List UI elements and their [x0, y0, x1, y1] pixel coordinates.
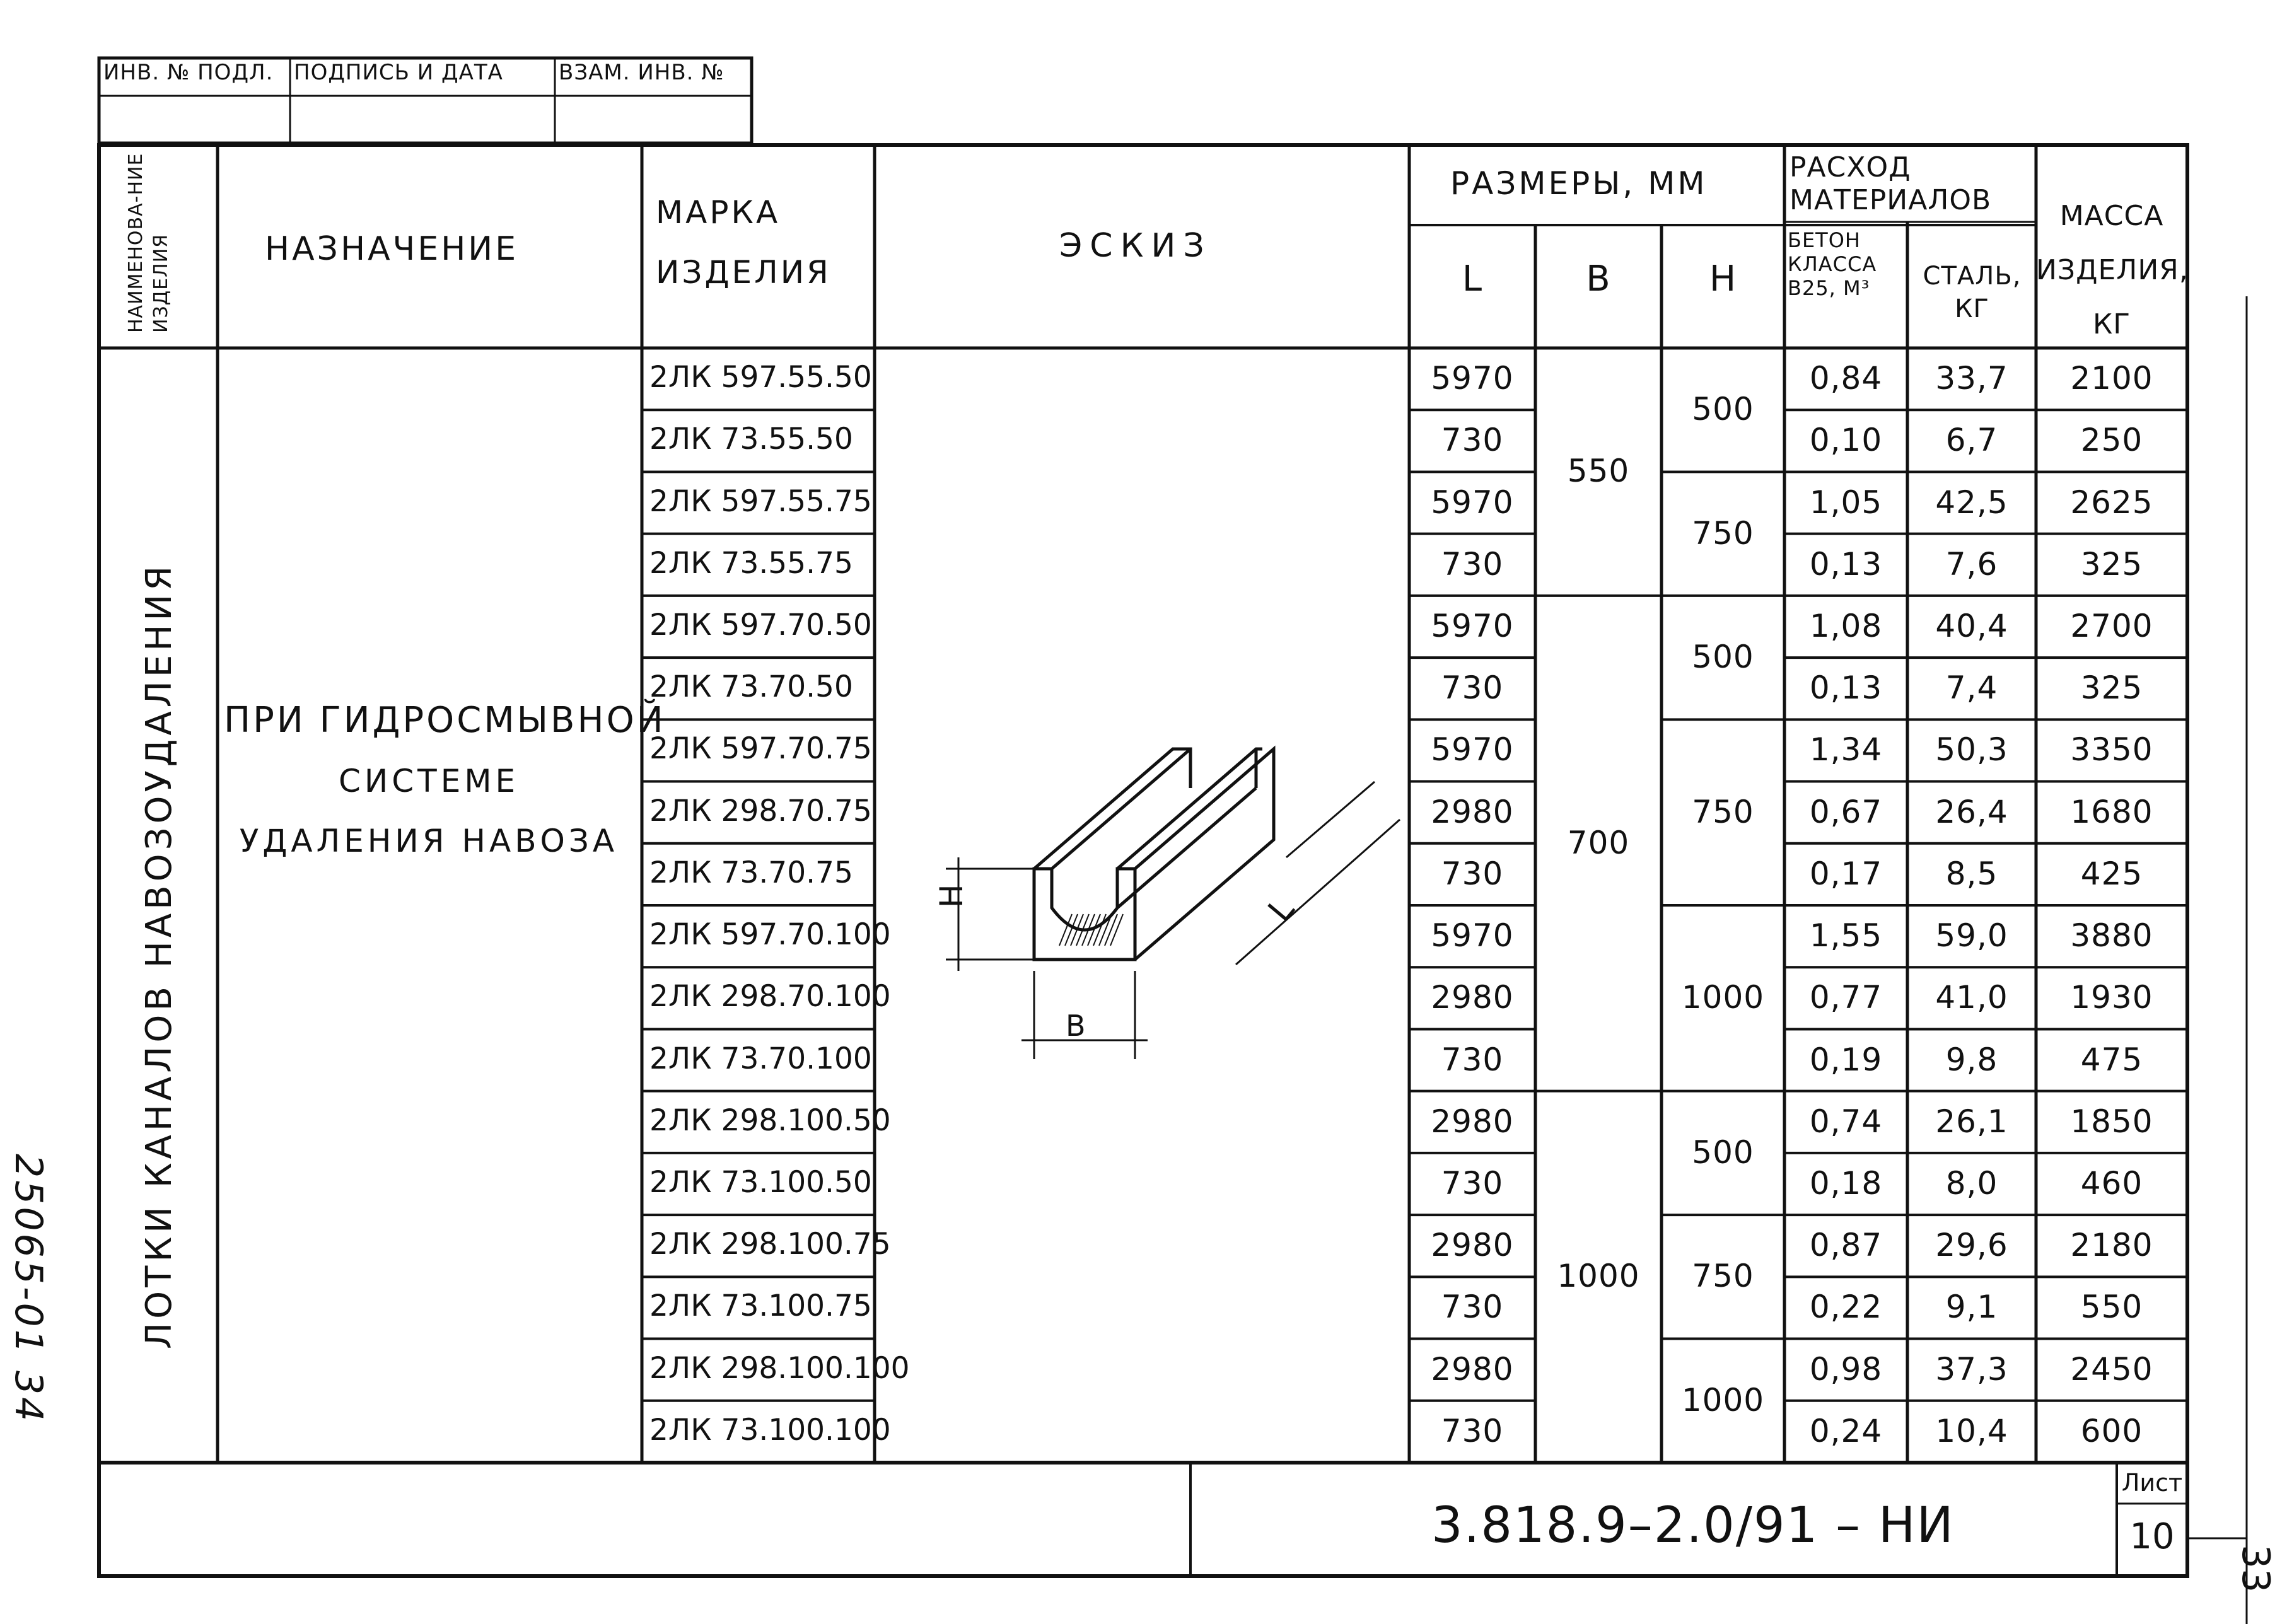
steel-cell: 8,5: [1945, 855, 1998, 892]
mark-cell: 2ЛК 73.70.75: [649, 855, 853, 890]
header-product-name: НАИМЕНОВА-НИЕ ИЗДЕЛИЯ: [125, 153, 172, 333]
mass-cell: 2100: [2070, 360, 2153, 397]
steel-cell: 50,3: [1935, 731, 2008, 768]
purpose-line-3: УДАЛЕНИЯ НАВОЗА: [239, 823, 619, 859]
steel-cell: 26,4: [1935, 793, 2008, 830]
steel-cell: 9,1: [1945, 1289, 1998, 1326]
l-cell: 2980: [1431, 1227, 1514, 1264]
h-value: 500: [1692, 639, 1754, 676]
header-concrete: БЕТОН КЛАССА B25, М³: [1788, 228, 1877, 300]
concrete-cell: 0,84: [1809, 360, 1883, 397]
mass-cell: 250: [2080, 422, 2143, 459]
mark-cell: 2ЛК 73.100.100: [649, 1412, 891, 1447]
mark-cell: 2ЛК 298.100.75: [649, 1227, 891, 1262]
concrete-cell: 0,77: [1809, 979, 1883, 1016]
h-value: 750: [1692, 514, 1754, 552]
header-mark: МАРКА ИЗДЕЛИЯ: [656, 194, 831, 291]
steel-cell: 41,0: [1935, 979, 2008, 1016]
mass-cell: 2180: [2070, 1227, 2153, 1264]
mark-cell: 2ЛК 73.100.50: [649, 1165, 872, 1200]
mass-cell: 1930: [2070, 979, 2153, 1016]
mark-cell: 2ЛК 597.55.50: [649, 360, 872, 395]
mark-cell: 2ЛК 298.100.100: [649, 1350, 910, 1386]
header-H: H: [1709, 258, 1737, 299]
header-mass: МАССА ИЗДЕЛИЯ, КГ: [2036, 200, 2189, 340]
l-cell: 730: [1441, 422, 1504, 459]
steel-cell: 59,0: [1935, 917, 2008, 954]
product-name: ЛОТКИ КАНАЛОВ НАВОЗОУДАЛЕНИЯ: [139, 562, 180, 1349]
mass-cell: 1680: [2070, 793, 2153, 830]
concrete-cell: 0,10: [1809, 422, 1883, 459]
sketch-label-h: H: [933, 884, 970, 908]
margin-left-number: 25065-01 34: [6, 1154, 50, 1424]
mass-cell: 425: [2080, 855, 2143, 892]
steel-cell: 8,0: [1945, 1165, 1998, 1202]
purpose-line-1: ПРИ ГИДРОСМЫВНОЙ: [224, 700, 666, 741]
l-cell: 730: [1441, 1041, 1504, 1078]
concrete-cell: 0,13: [1809, 670, 1883, 707]
mark-cell: 2ЛК 73.70.100: [649, 1041, 872, 1076]
h-value: 500: [1692, 391, 1754, 428]
document-code: 3.818.9–2.0/91 – НИ: [1431, 1497, 1955, 1554]
mark-cell: 2ЛК 298.100.50: [649, 1103, 891, 1138]
mark-cell: 2ЛК 597.55.75: [649, 484, 872, 519]
concrete-cell: 1,55: [1809, 917, 1883, 954]
mark-cell: 2ЛК 298.70.75: [649, 793, 872, 828]
steel-cell: 7,6: [1945, 545, 1998, 583]
steel-cell: 9,8: [1945, 1041, 1998, 1078]
l-cell: 5970: [1431, 484, 1514, 521]
steel-cell: 6,7: [1945, 422, 1998, 459]
l-cell: 730: [1441, 1412, 1504, 1449]
header-L: L: [1462, 258, 1483, 299]
concrete-cell: 0,22: [1809, 1289, 1883, 1326]
concrete-cell: 0,18: [1809, 1165, 1883, 1202]
header-dimensions: РАЗМЕРЫ, ММ: [1450, 165, 1708, 202]
steel-cell: 26,1: [1935, 1103, 2008, 1140]
h-value: 1000: [1681, 979, 1765, 1016]
b-value: 1000: [1557, 1258, 1640, 1295]
stamp-vzam-inv: ВЗАМ. ИНВ. №: [559, 60, 725, 85]
steel-cell: 42,5: [1935, 484, 2008, 521]
l-cell: 730: [1441, 1165, 1504, 1202]
b-value: 700: [1567, 824, 1630, 861]
l-cell: 5970: [1431, 917, 1514, 954]
steel-cell: 10,4: [1935, 1412, 2008, 1449]
h-value: 500: [1692, 1134, 1754, 1171]
mark-cell: 2ЛК 597.70.100: [649, 917, 891, 953]
mark-cell: 2ЛК 597.70.75: [649, 731, 872, 767]
mass-cell: 2625: [2070, 484, 2153, 521]
l-cell: 5970: [1431, 731, 1514, 768]
stamp-signature-date: ПОДПИСЬ И ДАТА: [294, 60, 503, 85]
concrete-cell: 1,05: [1809, 484, 1883, 521]
l-cell: 730: [1441, 1289, 1504, 1326]
purpose-line-2: СИСТЕМЕ: [338, 763, 520, 799]
mass-cell: 3880: [2070, 917, 2153, 954]
sketch-label-b: B: [1066, 1009, 1086, 1043]
steel-cell: 40,4: [1935, 608, 2008, 644]
header-steel: СТАЛЬ, КГ: [1923, 262, 2022, 323]
mass-cell: 600: [2080, 1412, 2143, 1449]
steel-cell: 37,3: [1935, 1350, 2008, 1388]
mass-cell: 2700: [2070, 608, 2153, 644]
b-value: 550: [1567, 453, 1630, 490]
l-cell: 2980: [1431, 979, 1514, 1016]
h-value: 1000: [1681, 1381, 1765, 1418]
mass-cell: 460: [2080, 1165, 2143, 1202]
header-purpose: НАЗНАЧЕНИЕ: [265, 230, 519, 268]
mark-cell: 2ЛК 73.100.75: [649, 1289, 872, 1324]
steel-cell: 29,6: [1935, 1227, 2008, 1264]
concrete-cell: 0,24: [1809, 1412, 1883, 1449]
l-cell: 730: [1441, 855, 1504, 892]
mass-cell: 2450: [2070, 1350, 2153, 1388]
concrete-cell: 1,34: [1809, 731, 1883, 768]
mark-cell: 2ЛК 73.55.75: [649, 545, 853, 581]
l-cell: 5970: [1431, 360, 1514, 397]
sheet-label: Лист: [2121, 1469, 2183, 1497]
concrete-cell: 0,67: [1809, 793, 1883, 830]
concrete-cell: 0,87: [1809, 1227, 1883, 1264]
stamp-inv-podl: ИНВ. № ПОДЛ.: [103, 60, 274, 85]
sheet-number: 10: [2129, 1516, 2175, 1557]
l-cell: 730: [1441, 670, 1504, 707]
sketch-label-l: L: [1261, 890, 1302, 929]
header-B: B: [1586, 258, 1611, 299]
concrete-cell: 0,98: [1809, 1350, 1883, 1388]
steel-cell: 33,7: [1935, 360, 2008, 397]
l-cell: 5970: [1431, 608, 1514, 644]
steel-cell: 7,4: [1945, 670, 1998, 707]
concrete-cell: 0,19: [1809, 1041, 1883, 1078]
mass-cell: 475: [2080, 1041, 2143, 1078]
concrete-cell: 1,08: [1809, 608, 1883, 644]
mass-cell: 3350: [2070, 731, 2153, 768]
mark-cell: 2ЛК 73.55.50: [649, 422, 853, 457]
mass-cell: 550: [2080, 1289, 2143, 1326]
h-value: 750: [1692, 793, 1754, 830]
mark-cell: 2ЛК 298.70.100: [649, 979, 891, 1014]
mark-cell: 2ЛК 597.70.50: [649, 608, 872, 642]
mark-cell: 2ЛК 73.70.50: [649, 670, 853, 705]
l-cell: 2980: [1431, 1350, 1514, 1388]
header-materials: РАСХОД МАТЕРИАЛОВ: [1789, 151, 1992, 216]
concrete-cell: 0,17: [1809, 855, 1883, 892]
channel-sketch: [946, 749, 1400, 1059]
mass-cell: 325: [2080, 545, 2143, 583]
h-value: 750: [1692, 1258, 1754, 1295]
header-sketch: ЭСКИЗ: [1059, 227, 1212, 265]
l-cell: 730: [1441, 545, 1504, 583]
l-cell: 2980: [1431, 1103, 1514, 1140]
margin-right-number: 33: [2233, 1545, 2278, 1593]
l-cell: 2980: [1431, 793, 1514, 830]
mass-cell: 1850: [2070, 1103, 2153, 1140]
mass-cell: 325: [2080, 670, 2143, 707]
concrete-cell: 0,13: [1809, 545, 1883, 583]
concrete-cell: 0,74: [1809, 1103, 1883, 1140]
